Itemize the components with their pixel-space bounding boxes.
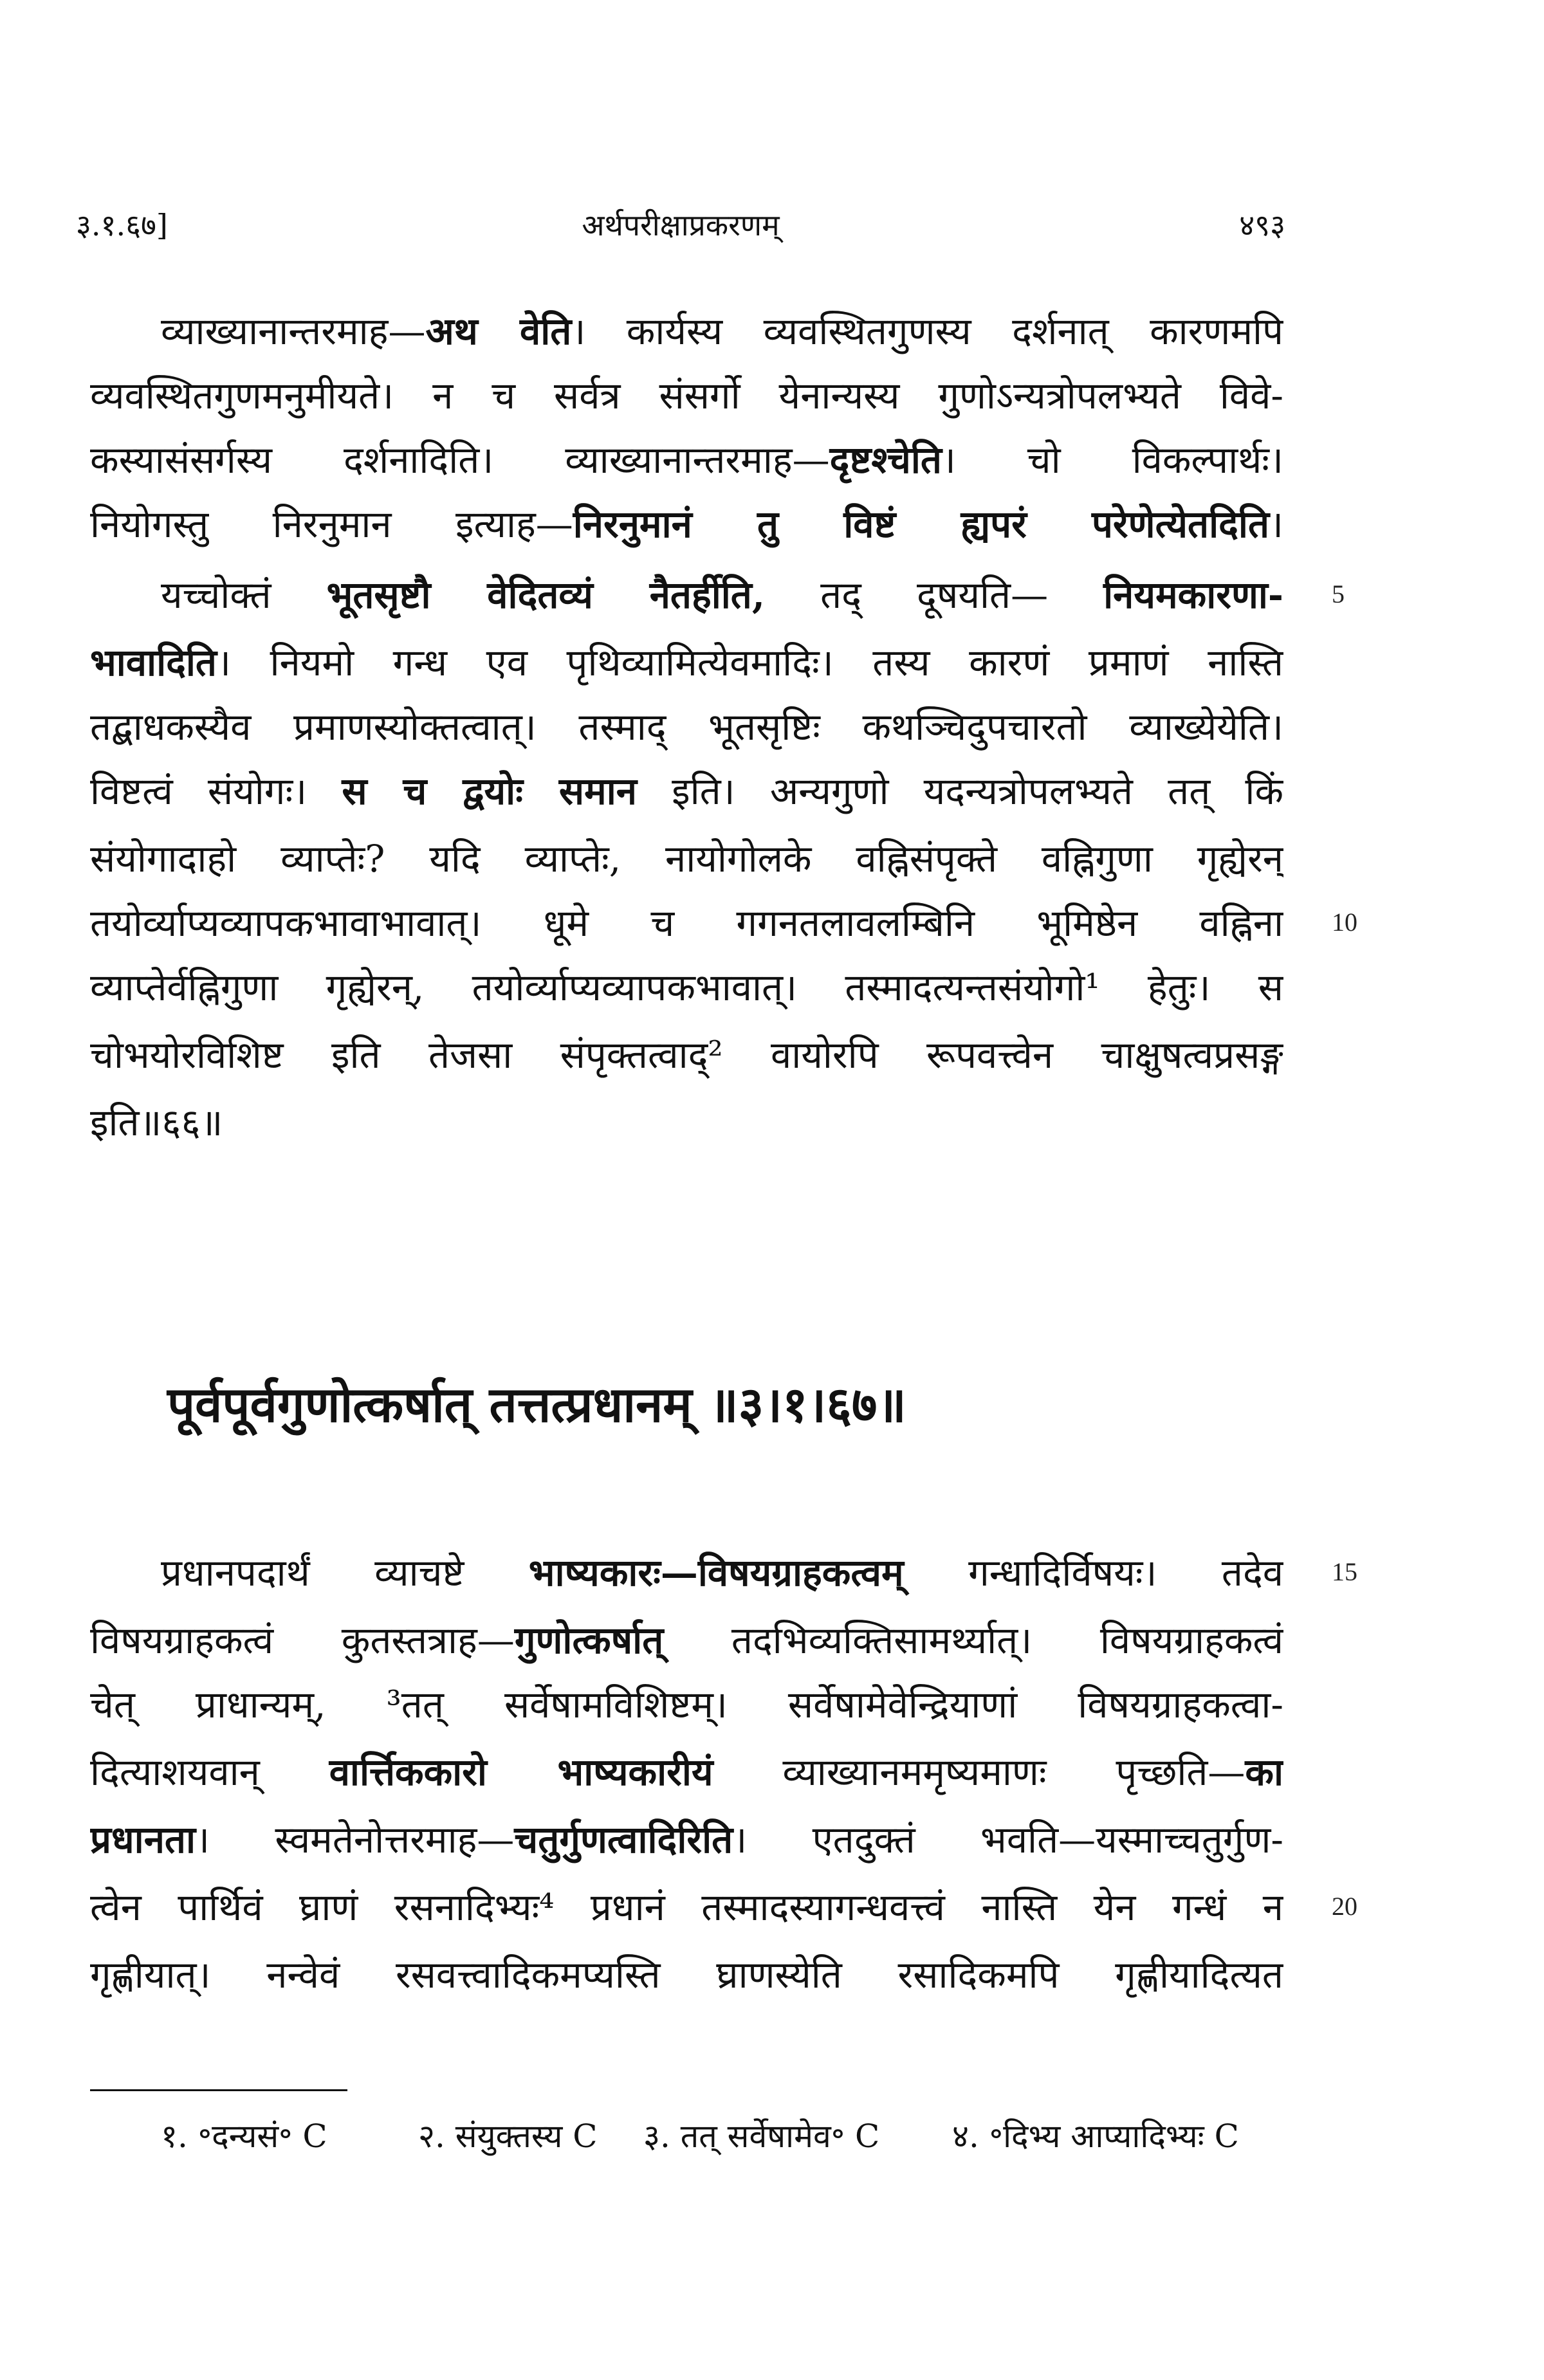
page-number: ४९३ — [1239, 208, 1285, 243]
text-line: कस्यासंसर्गस्य दर्शनादिति। व्याख्यानान्तरमाह—दृष्टश्चेति। चो विकल्पार्थः। — [90, 438, 1283, 482]
text-line: विषयग्राहकत्वं कुतस्तत्राह—गुणोत्कर्षात् तदभिव्यक्तिसामर्थ्यात्। विषयग्राहकत्वं — [90, 1618, 1283, 1662]
line-number: 15 — [1332, 1557, 1357, 1586]
text-line: इति॥६६॥ — [90, 1101, 223, 1144]
line-number: 5 — [1332, 580, 1345, 609]
text-line: चेत् प्राधान्यम्, ³तत् सर्वेषामविशिष्टम्। सर्वेषामेवेन्द्रियाणां विषयग्राहकत्वा- — [90, 1683, 1283, 1726]
footnote: २. संयुक्तस्य C — [418, 2118, 598, 2155]
text-line: त्वेन पार्थिवं घ्राणं रसनादिभ्यः⁴ प्रधानं तस्मादस्यागन्धवत्त्वं नास्ति येन गन्धं न — [90, 1885, 1283, 1929]
text-line: संयोगादाहो व्याप्तेः? यदि व्याप्तेः, नायोगोलके वह्निसंपृक्ते वह्निगुणा गृह्येरन् — [90, 837, 1283, 881]
text-line: भावादिति। नियमो गन्ध एव पृथिव्यामित्येवमादिः। तस्य कारणं प्रमाणं नास्ति — [90, 641, 1283, 684]
footnote: ४. ॰दिभ्य आप्यादिभ्यः C — [952, 2118, 1239, 2155]
text-line: तद्बाधकस्यैव प्रमाणस्योक्तत्वात्। तस्माद् भूतसृष्टिः कथञ्चिदुपचारतो व्याख्येयेति। — [90, 705, 1283, 749]
text-line: दित्याशयवान् वार्त्तिककारो भाष्यकारीयं व्याख्यानममृष्यमाणः पृच्छति—का — [90, 1750, 1283, 1794]
text-line: व्याप्तेर्वह्निगुणा गृह्येरन्, तयोर्व्याप्यव्यापकभावात्। तस्मादत्यन्तसंयोगो¹ हेतुः। स — [90, 966, 1283, 1009]
section-reference: ३.१.६७] — [76, 208, 168, 243]
text-line: विष्टत्वं संयोगः। स च द्वयोः समान इति। अन्यगुणो यदन्यत्रोपलभ्यते तत् किं — [90, 769, 1283, 813]
line-number: 20 — [1332, 1892, 1357, 1921]
text-line: गृह्णीयात्। नन्वेवं रसवत्त्वादिकमप्यस्ति घ्राणस्येति रसादिकमपि गृह्णीयादित्यत — [90, 1953, 1283, 1997]
text-line: चोभयोरविशिष्ट इति तेजसा संपृक्तत्वाद्² वायोरपि रूपवत्त्वेन चाक्षुषत्वप्रसङ्ग — [90, 1033, 1283, 1077]
text-line: तयोर्व्याप्यव्यापकभावाभावात्। धूमे च गगनतलावलम्बिनि भूमिष्ठेन वह्निना — [90, 901, 1283, 945]
text-line: नियोगस्तु निरनुमान इत्याह—निरनुमानं तु विष्टं ह्यपरं परेणेत्येतदिति। — [90, 502, 1283, 546]
text-line: व्यवस्थितगुणमनुमीयते। न च सर्वत्र संसर्गो येनान्यस्य गुणोऽन्यत्रोपलभ्यते विवे- — [90, 374, 1283, 417]
line-number: 10 — [1332, 908, 1357, 937]
text-line: प्रधानपदार्थं व्याचष्टे भाष्यकारः—विषयग्राहकत्वम् गन्धादिर्विषयः। तदेव — [161, 1551, 1283, 1595]
text-line: यच्चोक्तं भूतसृष्टौ वेदितव्यं नैतर्हीति, तद् दूषयति— नियमकारणा- — [161, 573, 1283, 617]
running-header — [76, 205, 1285, 250]
footnote: १. ॰दन्यसं॰ C — [161, 2118, 327, 2155]
sutra-verse: पूर्वपूर्वगुणोत्कर्षात् तत्तत्प्रधानम् ॥३।१।६७॥ — [167, 1376, 906, 1433]
text-line: प्रधानता। स्वमतेनोत्तरमाह—चतुर्गुणत्वादिरिति। एतदुक्तं भवति—यस्माच्चतुर्गुण- — [90, 1818, 1283, 1862]
footnote: ३. तत् सर्वेषामेव॰ C — [643, 2118, 880, 2155]
text-line: व्याख्यानान्तरमाह—अथ वेति। कार्यस्य व्यवस्थितगुणस्य दर्शनात् कारणमपि — [161, 309, 1283, 353]
footnote-rule — [90, 2089, 347, 2091]
chapter-title: अर्थपरीक्षाप्रकरणम् — [582, 208, 780, 243]
footnotes — [0, 2113, 1544, 2165]
